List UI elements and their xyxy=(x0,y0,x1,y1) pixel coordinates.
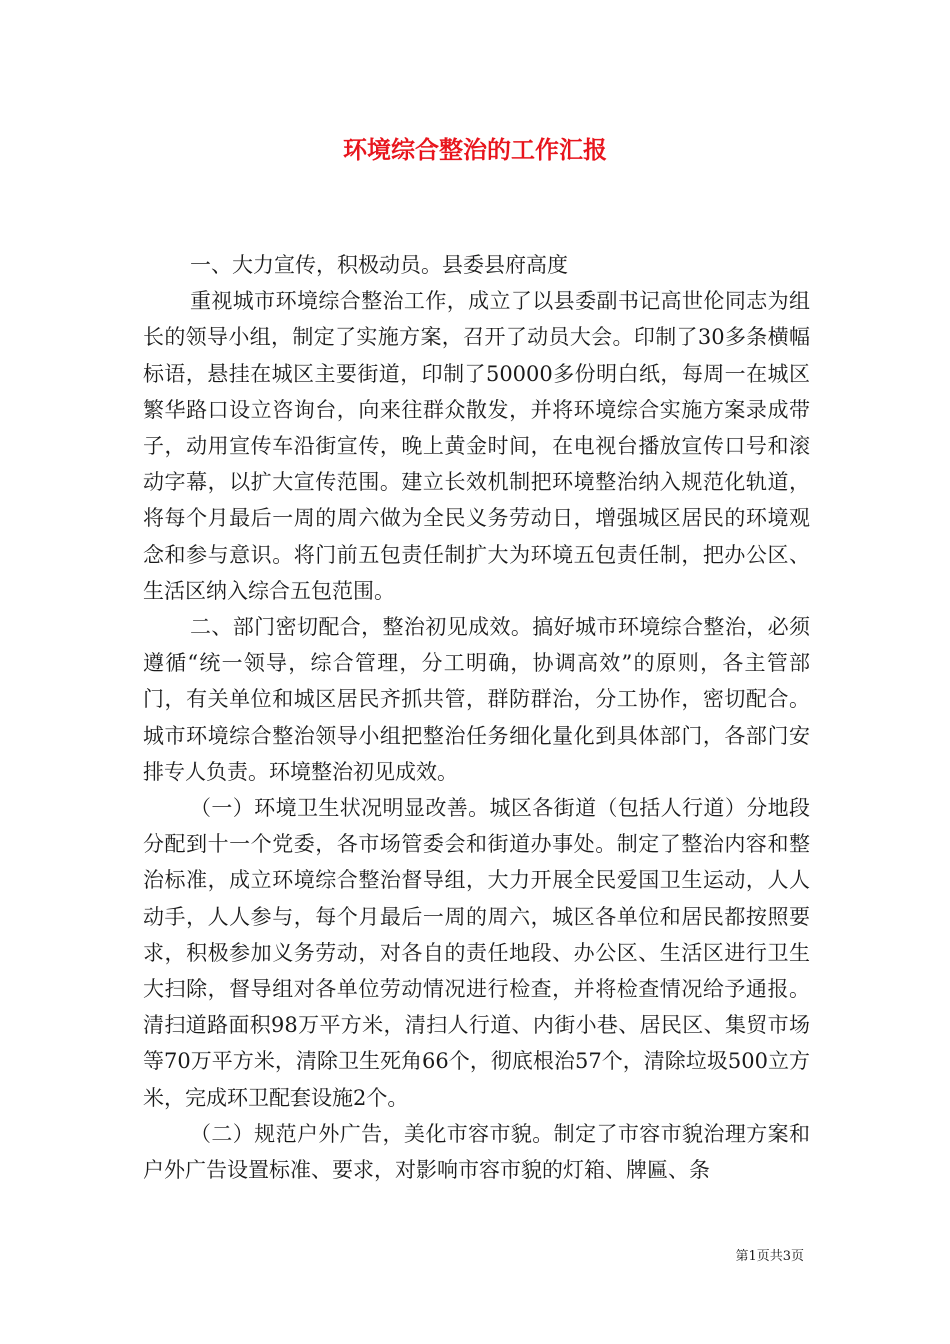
paragraph-2: 重视城市环境综合整治工作，成立了以县委副书记高世伦同志为组长的领导小组，制定了实施方案，召开了动员大会。印制了30多条横幅标语，悬挂在城区主要街道，印制了50000多份明白纸，每周一在城区繁华路口设立咨询台，向来往群众散发，并将环境综合实施方案录成带子，动用宣传车沿街宣传，晚上黄金时间，在电视台播放宣传口号和滚动字幕，以扩大宣传范围。建立长效机制把环境整治纳入规范化轨道，将每个月最后一周的周六做为全民义务劳动日，增强城区居民的环境观念和参与意识。将门前五包责任制扩大为环境五包责任制，把办公区、生活区纳入综合五包范围。 xyxy=(143,289,810,603)
paragraph-1: 一、大力宣传，积极动员。县委县府高度 xyxy=(190,253,568,277)
page-number-footer: 第1页共3页 xyxy=(735,1249,804,1264)
paragraph-3: 二、部门密切配合，整治初见成效。搞好城市环境综合整治，必须遵循“统一领导，综合管理，分工明确，协调高效”的原则，各主管部门，有关单位和城区居民齐抓共管，群防群治，分工协作，密切配合。城市环境综合整治领导小组把整治任务细化量化到具体部门，各部门安排专人负责。环境整治初见成效。 xyxy=(143,615,810,784)
document-title: 环境综合整治的工作汇报 xyxy=(343,135,607,164)
paragraph-4: （一）环境卫生状况明显改善。城区各街道（包括人行道）分地段分配到十一个党委，各市场管委会和街道办事处。制定了整治内容和整治标准，成立环境综合整治督导组，大力开展全民爱国卫生运动，人人动手，人人参与，每个月最后一周的周六，城区各单位和居民都按照要求，积极参加义务劳动，对各自的责任地段、办公区、生活区进行卫生大扫除，督导组对各单位劳动情况进行检查，并将检查情况给予通报。清扫道路面积98万平方米，清扫人行道、内街小巷、居民区、集贸市场等70万平方米，清除卫生死角66个，彻底根治57个，清除垃圾500立方米，完成环卫配套设施2个。 xyxy=(143,796,810,1110)
paragraph-5: （二）规范户外广告，美化市容市貌。制定了市容市貌治理方案和户外广告设置标准、要求，对影响市容市貌的灯箱、牌匾、条 xyxy=(143,1121,810,1183)
document-body xyxy=(143,247,810,1188)
